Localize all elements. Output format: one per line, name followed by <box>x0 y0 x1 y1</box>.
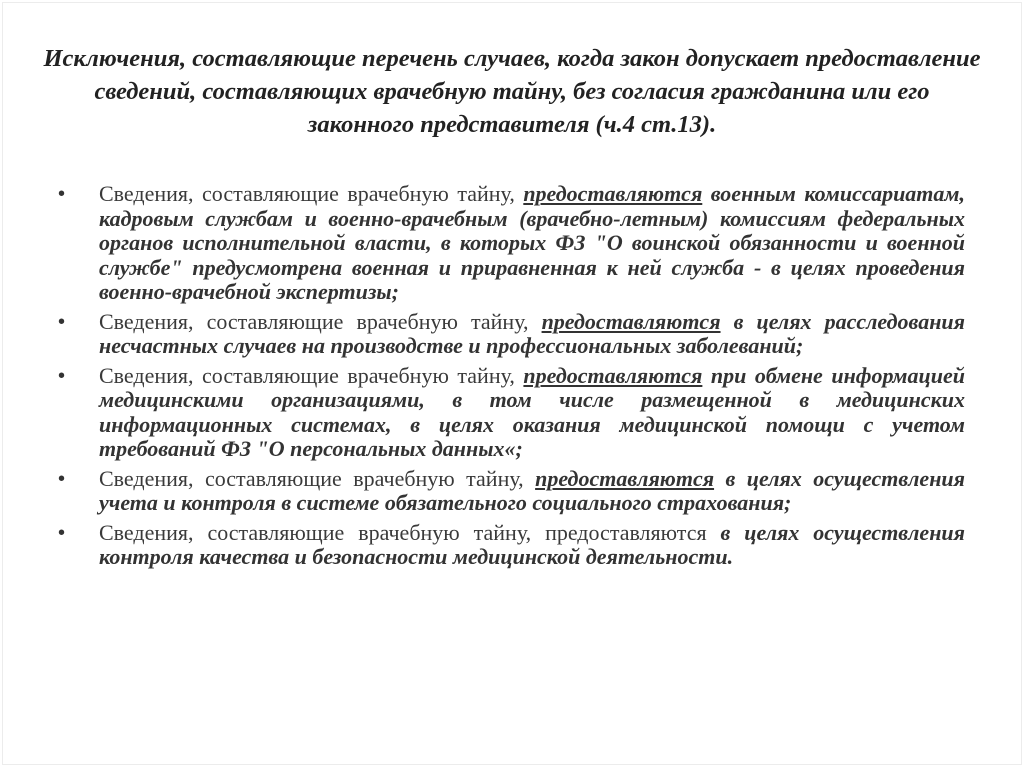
bullet-rest-text: в целях расследования несчастных случаев на производстве и профессиональных заболеваний; <box>99 308 965 358</box>
bullet-point-icon: • <box>58 310 66 333</box>
bullet-mid-text: предоставляются <box>545 519 721 545</box>
bullet-emphasis-text: предоставляются <box>541 308 721 334</box>
bullet-point-icon: • <box>58 364 66 387</box>
bullet-lead-text: Сведения, составляющие врачебную тайну, <box>99 181 524 206</box>
bullet-lead-text: Сведения, составляющие врачебную тайну, <box>99 308 542 334</box>
bullet-item-social-insurance <box>52 467 965 516</box>
bullet-item-quality-control <box>52 521 965 570</box>
bullet-item-accidents <box>52 310 965 359</box>
bullet-rest-text: при обмене информацией медицинскими организациями, в том числе размещенной в медицинских информационных системах, в целях оказания медицинской помощи с учетом требований ФЗ "О персональных данных«; <box>99 362 965 461</box>
bullet-lead-text: Сведения, составляющие врачебную тайну, <box>99 362 524 388</box>
bullet-lead-text: Сведения, составляющие врачебную тайну, <box>99 465 536 491</box>
bullet-item-military <box>52 182 965 305</box>
slide-title: Исключения, составляющие перечень случаев, когда закон допускает предоставление сведений, составляющих врачебную тайну, без согласия гражданина или его законного представителя (ч.4 ст.13). <box>43 45 981 138</box>
bullet-emphasis-text: предоставляются <box>523 362 703 388</box>
bullet-lead-text: Сведения, составляющие врачебную тайну, <box>99 519 546 545</box>
bullet-point-icon: • <box>58 467 66 490</box>
bullet-point-icon: • <box>58 183 66 205</box>
bullet-emphasis-text: предоставляются <box>523 181 703 206</box>
bullet-rest-text: в целях осуществления контроля качества и безопасности медицинской деятельности. <box>99 519 965 569</box>
bullet-item-information-exchange <box>52 364 965 462</box>
bullet-list <box>52 182 965 575</box>
bullet-emphasis-text: предоставляются <box>535 465 715 491</box>
bullet-rest-text: в целях осуществления учета и контроля в системе обязательного социального страхования; <box>99 465 965 515</box>
bullet-rest-text: военным комиссариатам, кадровым службам и военно-врачебным (врачебно-летным) комиссиям федеральных органов исполнительной власти, в которых ФЗ "О воинской обязанности и военной службе" предусмотрена военная и приравненная к ней служба - в целях проведения военно-врачебной экспертизы; <box>99 181 965 304</box>
bullet-point-icon: • <box>58 521 66 544</box>
